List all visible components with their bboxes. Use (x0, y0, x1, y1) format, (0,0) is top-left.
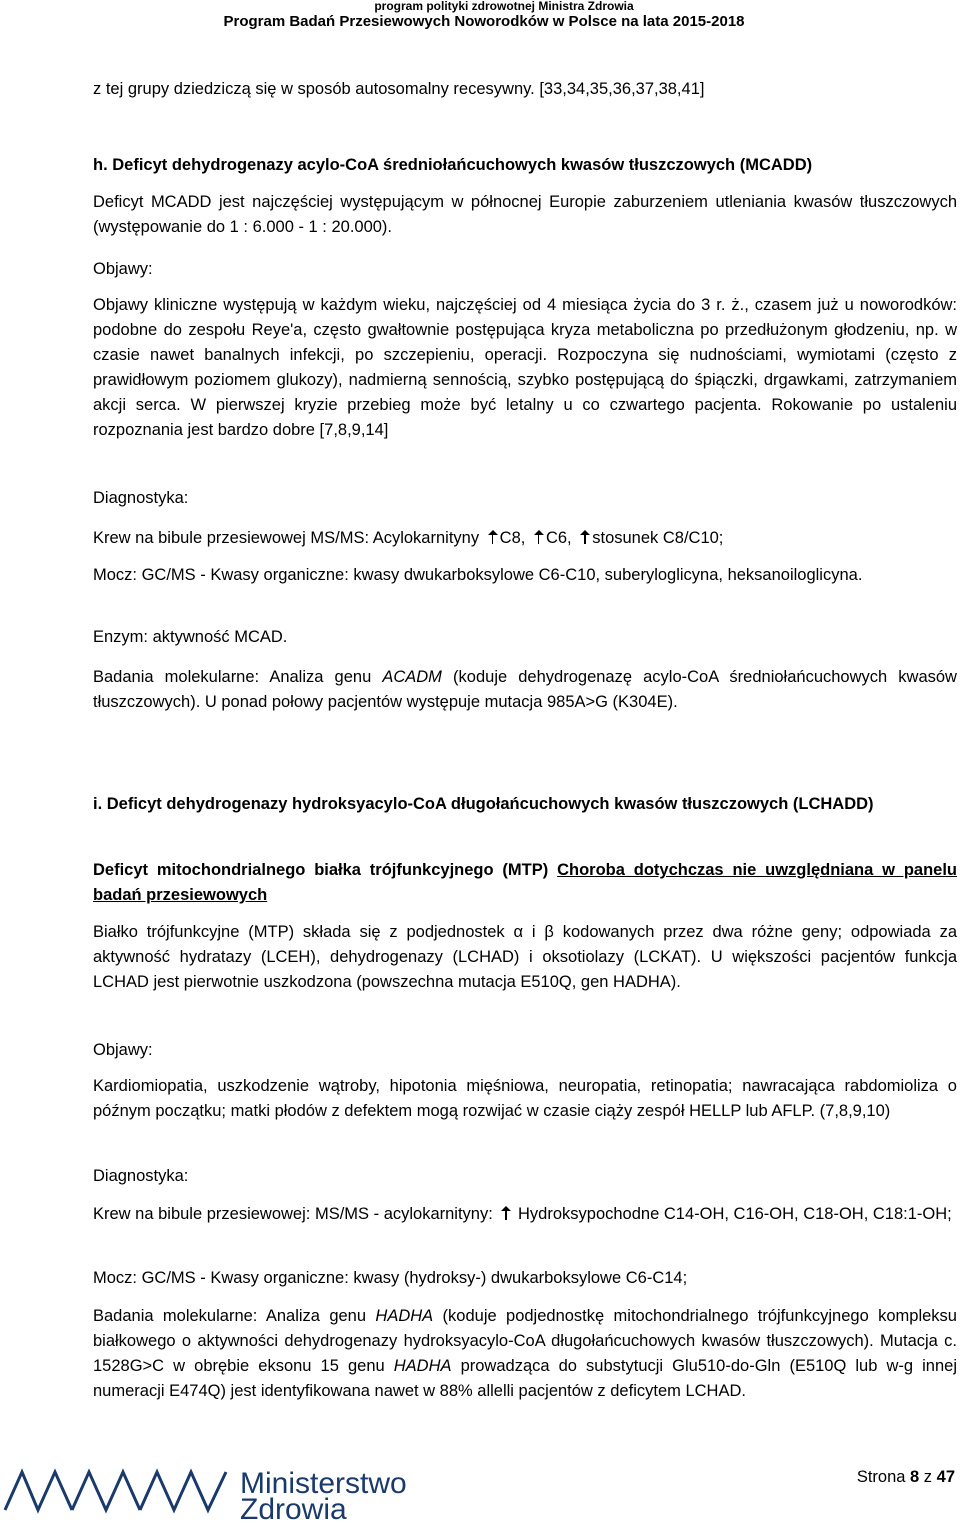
page-prefix: Strona (856, 1468, 911, 1486)
mtp-note: Choroba dotychczas nie uwzględniana w panelu badań przesiewowych (93, 861, 957, 904)
intro-paragraph: z tej grupy dziedziczą się w sposób autosomalny recesywny. [33,34,35,36,37,38,41] (93, 80, 705, 98)
arrow-up-icon (488, 530, 498, 544)
section-i-mocz: Mocz: GC/MS - Kwasy organiczne: kwasy (hydroksy-) dwukarboksylowe C6-C14; (93, 1269, 688, 1287)
section-i-description: Białko trójfunkcyjne (MTP) składa się z podjednostek α i β kodowanych przez dwa różne geny; odpowiada za aktywność hydratazy (LCEH), dehydrogenazy (LCHAD) i oksotiolazy (LCKAT). U większości pacjentów funkcja LCHAD jest pierwotnie uszkodzona (powszechna mutacja E510Q, gen HADHA). (93, 923, 957, 991)
section-i-diag-label: Diagnostyka: (93, 1167, 189, 1185)
section-i-title: i. Deficyt dehydrogenazy hydroksyacylo-CoA długołańcuchowych kwasów tłuszczowych (LCHADD) (93, 795, 874, 813)
mol-suffix: (koduje dehydrogenazę acylo-CoA średniołańcuchowych kwasów tłuszczowych). U ponad połowy pacjentów występuje mutacja 985A>G (K304E). (93, 668, 957, 711)
section-h-objawy-label: Objawy: (93, 260, 153, 278)
mol-prefix: Badania molekularne: Analiza genu (93, 1307, 376, 1325)
krew-suffix: Hydroksypochodne C14-OH, C16-OH, C18-OH, C18:1-OH; (518, 1205, 952, 1223)
gene-name: HADHA (393, 1357, 452, 1375)
krew-prefix: Krew na bibule przesiewowej: MS/MS - acylokarnityny: (93, 1205, 493, 1223)
krew-prefix: Krew na bibule przesiewowej MS/MS: Acylokarnityny (93, 529, 480, 547)
logo-text-line2: Zdrowia (240, 1493, 347, 1520)
section-h-molecular (93, 665, 957, 715)
arrow-up-icon (534, 530, 544, 544)
header-program-line: program polityki zdrowotnej Ministra Zdrowia (374, 0, 634, 13)
arrow-up-icon (501, 1206, 511, 1220)
section-i-mtp (93, 858, 957, 908)
section-h-diag-label: Diagnostyka: (93, 489, 189, 507)
section-i-objawy-text: Kardiomiopatia, uszkodzenie wątroby, hipotonia mięśniowa, neuropatia, retinopatia; nawracająca rabdomioliza o późnym początku; matki płodów z defektem mogą rozwijać w czasie ciąży zespół HELLP lub AFLP. (7,8,9,10) (93, 1077, 957, 1120)
ministry-logo (0, 1462, 430, 1520)
krew-ratio: stosunek C8/C10; (592, 529, 724, 547)
krew-c6: C6, (545, 529, 572, 547)
page-separator: z (919, 1468, 937, 1486)
section-i-molecular (93, 1304, 957, 1404)
section-h-krew (93, 526, 957, 551)
gene-name: ACADM (382, 668, 442, 686)
mol-prefix: Badania molekularne: Analiza genu (93, 668, 383, 686)
section-i-krew (93, 1202, 957, 1227)
mtp-title: Deficyt mitochondrialnego białka trójfunkcyjnego (MTP) (93, 861, 549, 879)
section-h-enzym: Enzym: aktywność MCAD. (93, 628, 288, 646)
section-h-objawy-text: Objawy kliniczne występują w każdym wieku, najczęściej od 4 miesiąca życia do 3 r. ż., czasem już u noworodków: podobne do zespołu Reye'a, często gwałtownie postępująca kryza metaboliczna po przedłużonym głodzeniu, np. w czasie nawet banalnych infekcji, po szczepieniu, operacji. Rozpoczyna się nudnościami, wymiotami (często z prawidłowym poziomem glukozy), nadmierną sennością, szybko postępującą do śpiączki, drgawkami, zatrzymaniem akcji serca. W pierwszej kryzie przebieg może być letalny u co czwartego pacjenta. Rokowanie po ustaleniu rozpoznania jest bardzo dobre [7,8,9,14] (93, 296, 957, 439)
ministry-logo-mark-icon (0, 1462, 430, 1520)
gene-name: HADHA (375, 1307, 434, 1325)
mol-suffix: prowadząca do substytucji Glu510-do-Gln (E510Q lub w-g innej numeracji E474Q) jest identyfikowana nawet w 88% allelli pacjentów z deficytem LCHAD. (93, 1357, 957, 1400)
logo-text-line1: Ministerstwo (240, 1467, 407, 1500)
mol-mid: (koduje podjednostkę mitochondrialnego trójfunkcyjnego kompleksu białkowego o aktywności dehydrogenazy hydroksyacylo-CoA długołańcuchowych kwasów tłuszczowych). Mutacja c. 1528G>C w obrębie eksonu 15 genu (93, 1307, 957, 1375)
page-number (857, 1468, 955, 1487)
section-h-description: Deficyt MCADD jest najczęściej występującym w północnej Europie zaburzeniem utleniania kwasów tłuszczowych (występowanie do 1 : 6.000 - 1 : 20.000). (93, 193, 957, 236)
arrow-up-icon (580, 530, 590, 544)
page-current: 8 (910, 1468, 920, 1486)
section-h-mocz: Mocz: GC/MS - Kwasy organiczne: kwasy dwukarboksylowe C6-C10, suberyloglicyna, heksanoiloglicyna. (93, 566, 863, 584)
header-title: Program Badań Przesiewowych Noworodków w Polsce na lata 2015-2018 (223, 13, 745, 30)
section-i-objawy-label: Objawy: (93, 1041, 153, 1059)
section-h-title: h. Deficyt dehydrogenazy acylo-CoA średniołańcuchowych kwasów tłuszczowych (MCADD) (93, 156, 813, 174)
page-total: 47 (936, 1468, 955, 1486)
krew-c8: C8, (499, 529, 526, 547)
